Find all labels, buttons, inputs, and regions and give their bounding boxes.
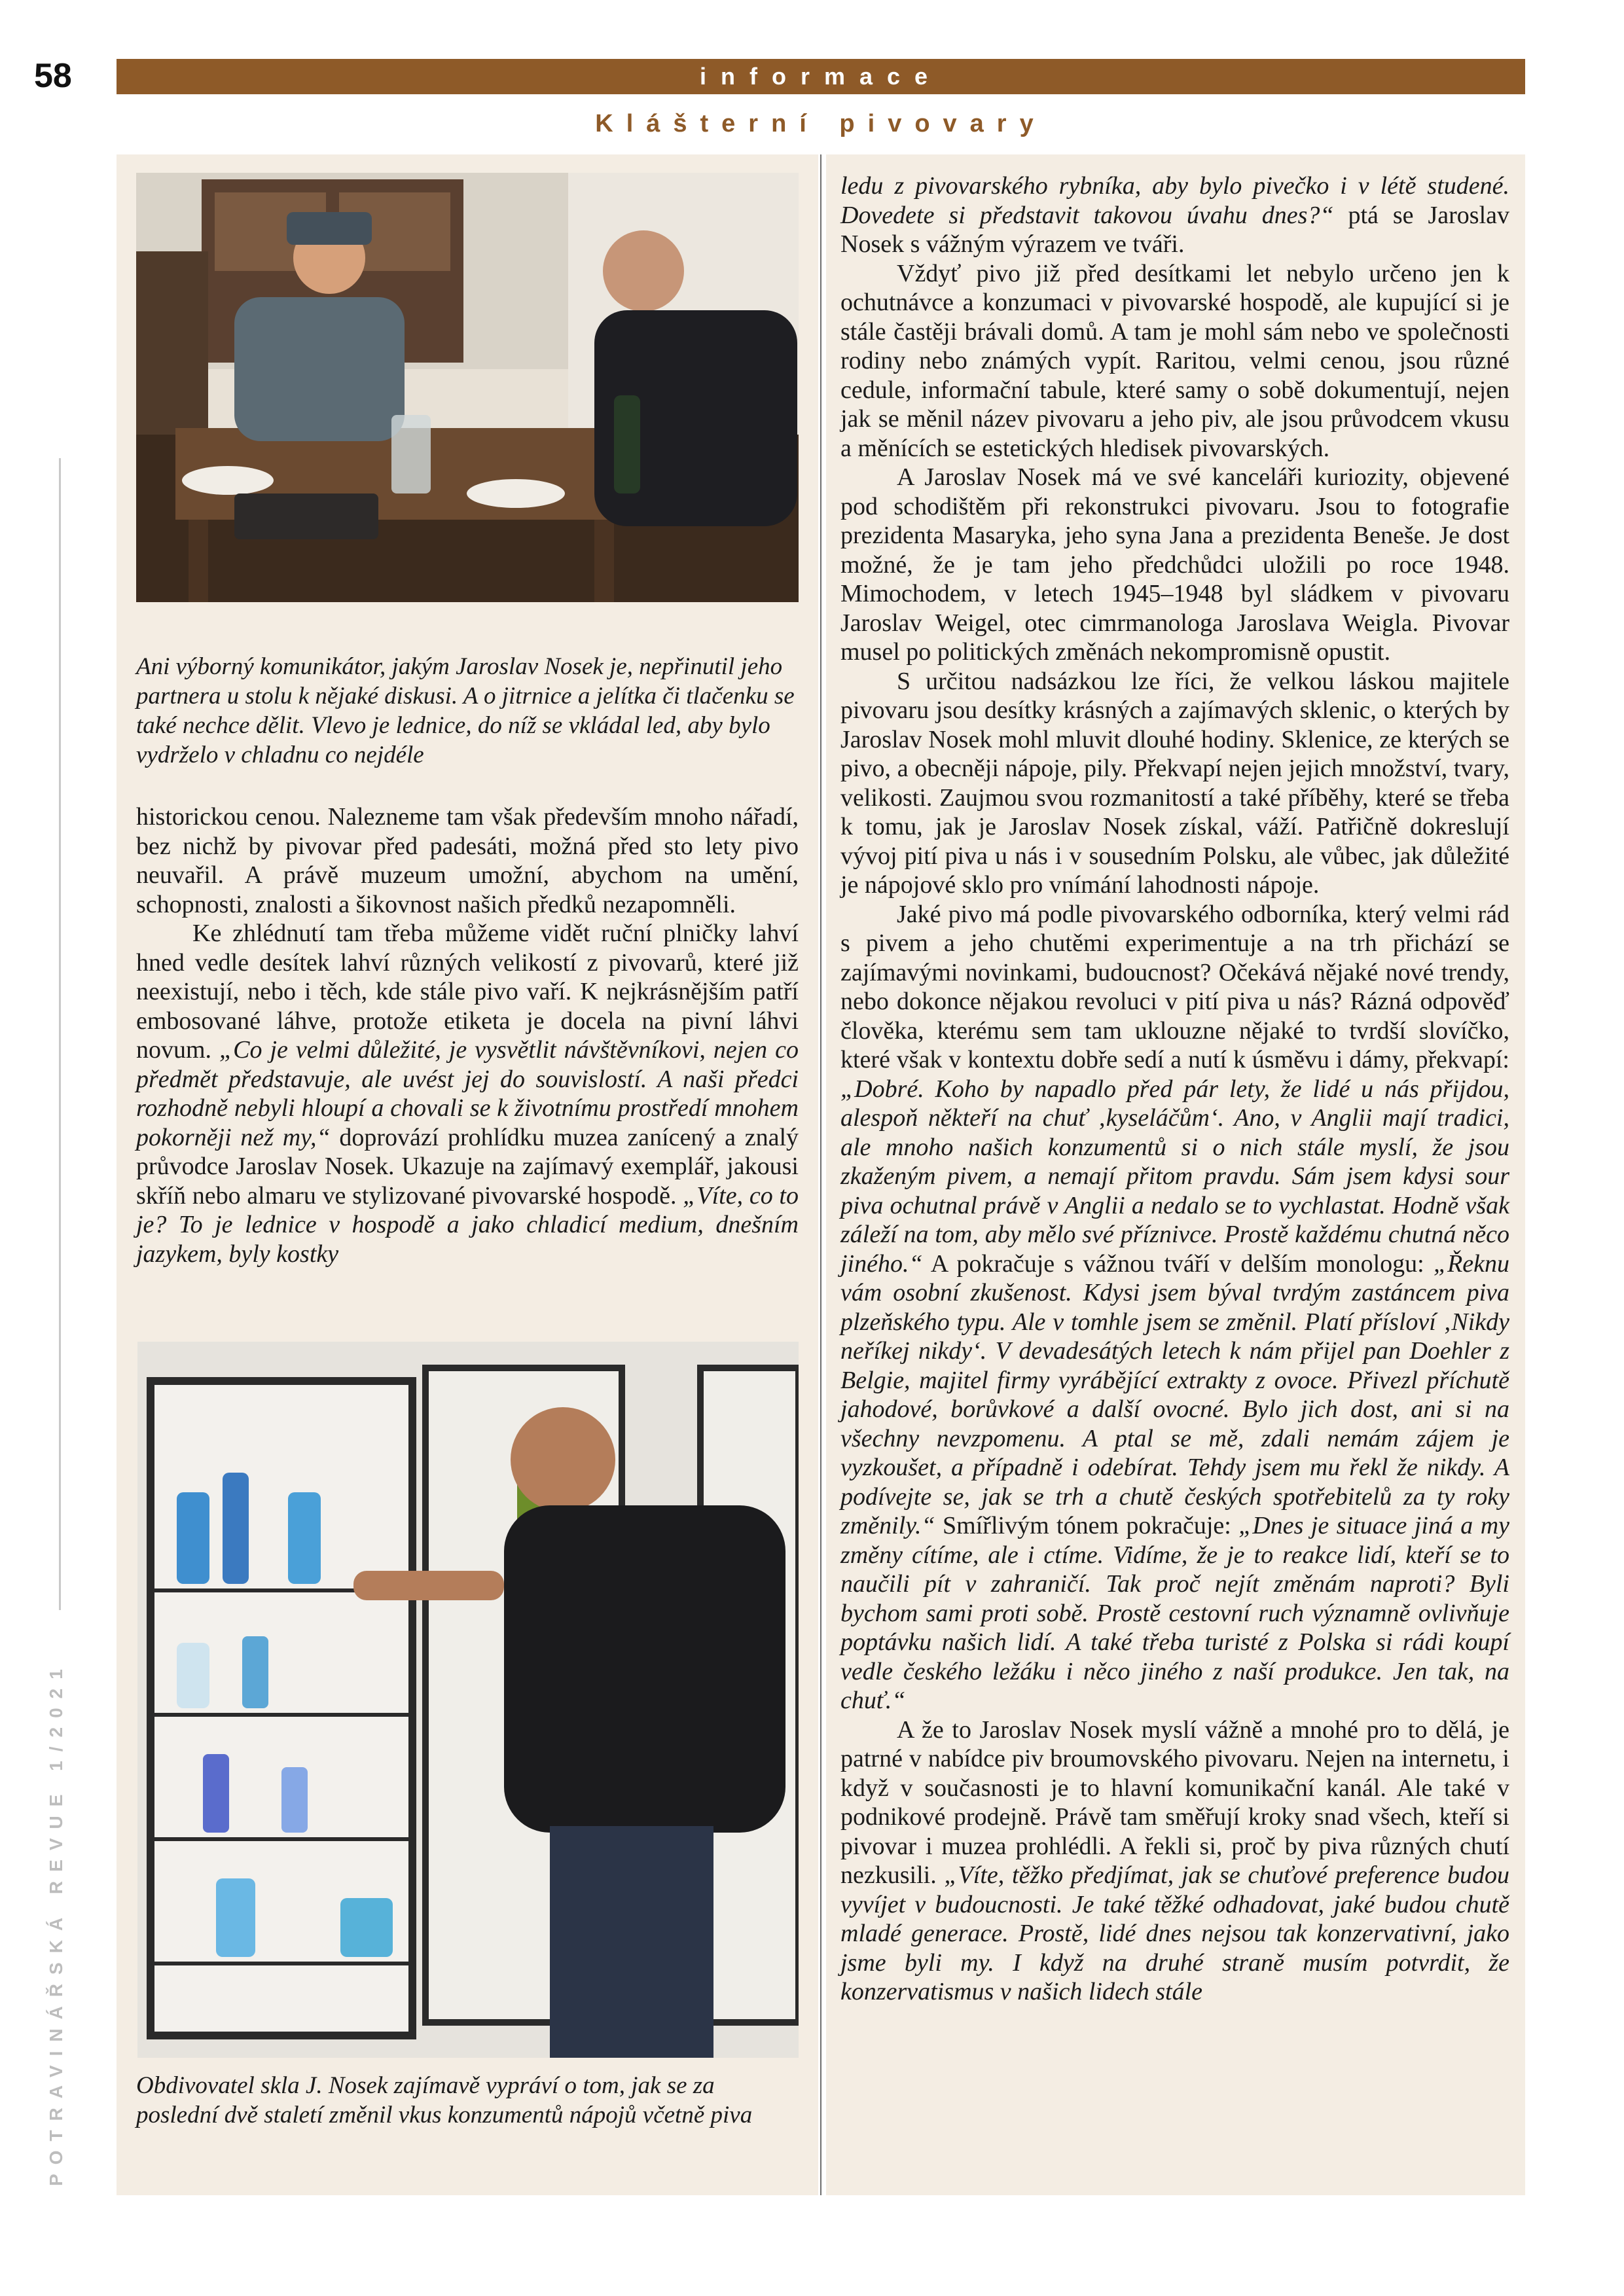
paragraph-text: A že to Jaroslav Nosek myslí vážně a mnohé pro to dělá, je patrné v nabídce piv broumovského pivovaru. Nejen na internetu, i když v současnosti je to hlavní komunikační kanál. Ale také v podnikové prodejně. Právě tam směřují kroky snad všech, kteří si pivovar i muzea prohlédli. A řekli si, proč by piva různých chutí nezkusili.: [840, 1715, 1509, 1889]
photo-glass-cabinet-icon: [137, 1342, 799, 2058]
publication-name: POTRAVINÁŘSKÁ REVUE 1/2021: [46, 1660, 66, 2186]
paragraph-text: doprovází prohlídku muzea zanícený a znalý průvodce Jaroslav Nosek. Ukazuje na zajímavý exemplář, jakousi skříň nebo almaru ve stylizované pivovarské hospodě.: [136, 1123, 799, 1210]
column-divider: [820, 154, 821, 2195]
article-title: Klášterní pivovary: [595, 110, 1047, 137]
photo1-caption: Ani výborný komunikátor, jakým Jaroslav Nosek je, nepřinutil jeho partnera u stolu k nějaké diskusi. A o jitrnice a jelítka či tlačenku se také nechce dělit. Vlevo je lednice, do níž se vkládal led, aby bylo vydrželo v chladnu co nejdéle: [136, 653, 795, 768]
paragraph-text: A pokračuje s vážnou tváří v delším monologu:: [930, 1249, 1424, 1278]
paragraph-text: ptá se Jaroslav Nosek s vážným výrazem ve tváři.: [840, 201, 1509, 258]
quote: „Dobré. Koho by napadlo před pár lety, že lidé u nás přijdou, alespoň někteří na chuť ‚kyseláčům‘. Ano, v Anglii mají tradici, ale mnoho našich konzumentů si o nich stále myslí, že jsou zkaženým pivem, a nemají přitom pravdu. Sám jsem kdysi sour piva ochutnal právě v Anglii a nedalo se to vychlastat. Hodně však záleží na tom, aby mělo své příznivce. Prostě každému chutná něco jiného.“: [840, 1075, 1509, 1278]
photo-glass-cabinet: [137, 1342, 799, 2058]
photo-kitchen-scene: [136, 173, 799, 602]
quote: „Co je velmi důležité, je vysvětlit návštěvníkovi, nejen co předmět představuje, ale uvést jej do souvislostí. A naši předci rozhodně nebyli hloupí a chovali se k životnímu prostředí mnohem pokorněji než my,“: [136, 1036, 799, 1151]
sidebar-rule: [59, 458, 61, 1610]
paragraph: A Jaroslav Nosek má ve své kanceláři kuriozity, objevené pod schodištěm při rekonstrukci pivovaru. Jsou to fotografie prezidenta Masaryka, jeho syna Jana a prezidenta Beneše. Je dost možné, že je tam jeho předchůdci uložili po roce 1948. Mimochodem, v letech 1945–1948 byl sládkem v pivovaru Jaroslav Weigel, otec cimrmanologa Jaroslava Weigla. Pivovar musel po politických změnách nekompromisně opustit.: [840, 463, 1509, 666]
right-article-text: [840, 171, 1509, 2007]
paragraph-text: Smířlivým tónem pokračuje:: [943, 1512, 1231, 1539]
page-number: 58: [34, 57, 72, 95]
paragraph-text: Ke zhlédnutí tam třeba můžeme vidět ruční plničky lahví hned vedle desítek lahví různých velikostí z pivovarů, které již neexistují, nebo i těch, kde stále pivo vaří. K nejkrásnějším patří embosované láhve, protože etiketa je docela na pivní láhvi novum.: [136, 920, 799, 1064]
paragraph: Vždyť pivo již před desítkami let nebylo určeno jen k ochutnávce a konzumaci v pivovarské hospodě, ale kupující si je stále častěji brávali domů. A tam je mohl sám nebo ve společnosti rodiny nebo známých vypít. Raritou, velmi cenou, jsou různé cedule, informační tabule, které samy o sobě dokumentují, nejen jak se měnil název pivovaru a jeho piv, ale jsou průvodcem vkusu a měnících se estetických hledisek pivovarských.: [840, 259, 1509, 462]
left-article-text: [136, 802, 799, 1268]
paragraph: S určitou nadsázkou lze říci, že velkou láskou majitele pivovaru jsou desítky krásných a zajímavých sklenic, o kterých by Jaroslav Nosek mohl mluvit dlouhé hodiny. Sklenice, ze kterých se pivo, a obecněji nápoje, pily. Překvapí nejen jejich množství, tvary, velikosti. Zaujmou svou rozmanitostí a také příběhy, které se třeba k tomu, jak je Jaroslav Nosek získal, váží. Patřičně dokreslují vývoj pití piva u nás i v sousedním Polsku, ale vůbec, jak důležité je nápojové sklo pro vnímání lahodnosti nápoje.: [840, 667, 1509, 899]
paragraph: [840, 171, 1509, 259]
paragraph: [840, 1715, 1509, 2007]
paragraph-text: Jaké pivo má podle pivovarského odborníka, který velmi rád s pivem a jeho chutěmi experimentuje a na trh přichází se zajímavými novinkami, budoucnost? Očekává nějaké nové trendy, nebo dokonce nějakou revoluci v pití piva u nás? Rázná odpověď člověka, kterému sem tam uklouzne nějaké to tvrdší slovíčko, které však v kontextu dobře sedí a nutí k úsměvu i dámy, překvapí:: [840, 900, 1509, 1073]
quote: „Víte, těžko předjímat, jak se chuťové preference budou vyvíjet v budoucnosti. Je také těžké odhadovat, jaké budou chutě mladé generace. Prostě, lidé dnes nejsou tak konzervativní, jako jsme byli my. I když na druhé straně musím potvrdit, že konzervatismus v našich lidech stále: [840, 1861, 1509, 2005]
quote: „Dnes je situace jiná a my změny cítíme, ale i ctíme. Vidíme, že je to reakce lidí, kteří se to naučili pít v zahraničí. Tak proč nejít změnám naproti? Byli bychom sami proti sobě. Prostě cestovní ruch významně ovlivňuje poptávku našich lidí. A také třeba turisté z Polska si rádi koupí vedle českého ležáku i něco jiného z naší produkce. Jen tak, na chuť.“: [840, 1512, 1510, 1714]
paragraph: [136, 919, 799, 1268]
paragraph: [840, 900, 1509, 1715]
quote: „Víte, co to je? To je lednice v hospodě a jako chladicí medium, dnešním jazykem, byly kostky: [136, 1181, 799, 1268]
section-title: informace: [117, 59, 1525, 94]
photo2-caption: Obdivovatel skla J. Nosek zajímavě vypráví o tom, jak se za poslední dvě staletí změnil vkus konzumentů nápojů včetně piva: [136, 2072, 753, 2128]
quote: „Řeknu vám osobní zkušenost. Kdysi jsem býval tvrdým zastáncem piva plzeňského typu. Ale v tomhle jsem se změnil. Platí přísloví ‚Nikdy neříkej nikdy‘. V devadesátých letech k nám přijel pan Doehler z Belgie, majitel firmy vyrábějící extrakty z ovoce. Přivezl příchutě jahodové, borůvkové a další ovocné. Bylo jich dost, ani si na všechny nevzpomenu. A ptal se mě, zdali nemám zájem je vyzkoušet, a případně i odebírat. Tehdy jsem mu řekl že nikdy. A podívejte se, jak se trh a chutě českých spotřebitelů za ty roky změnily.“: [840, 1249, 1510, 1539]
paragraph: historickou cenou. Nalezneme tam však především mnoho nářadí, bez nichž by pivovar před padesáti, možná před sto lety pivo neuvařil. A právě muzeum umožní, abychom na umění, schopnosti, znalosti a šikovnost našich předků nezapomněli.: [136, 803, 799, 918]
photo-kitchen-figure-icon: [136, 173, 799, 602]
quote: ledu z pivovarského rybníka, aby bylo pivečko i v létě studené. Dovedete si představit takovou úvahu dnes?“: [840, 172, 1509, 229]
